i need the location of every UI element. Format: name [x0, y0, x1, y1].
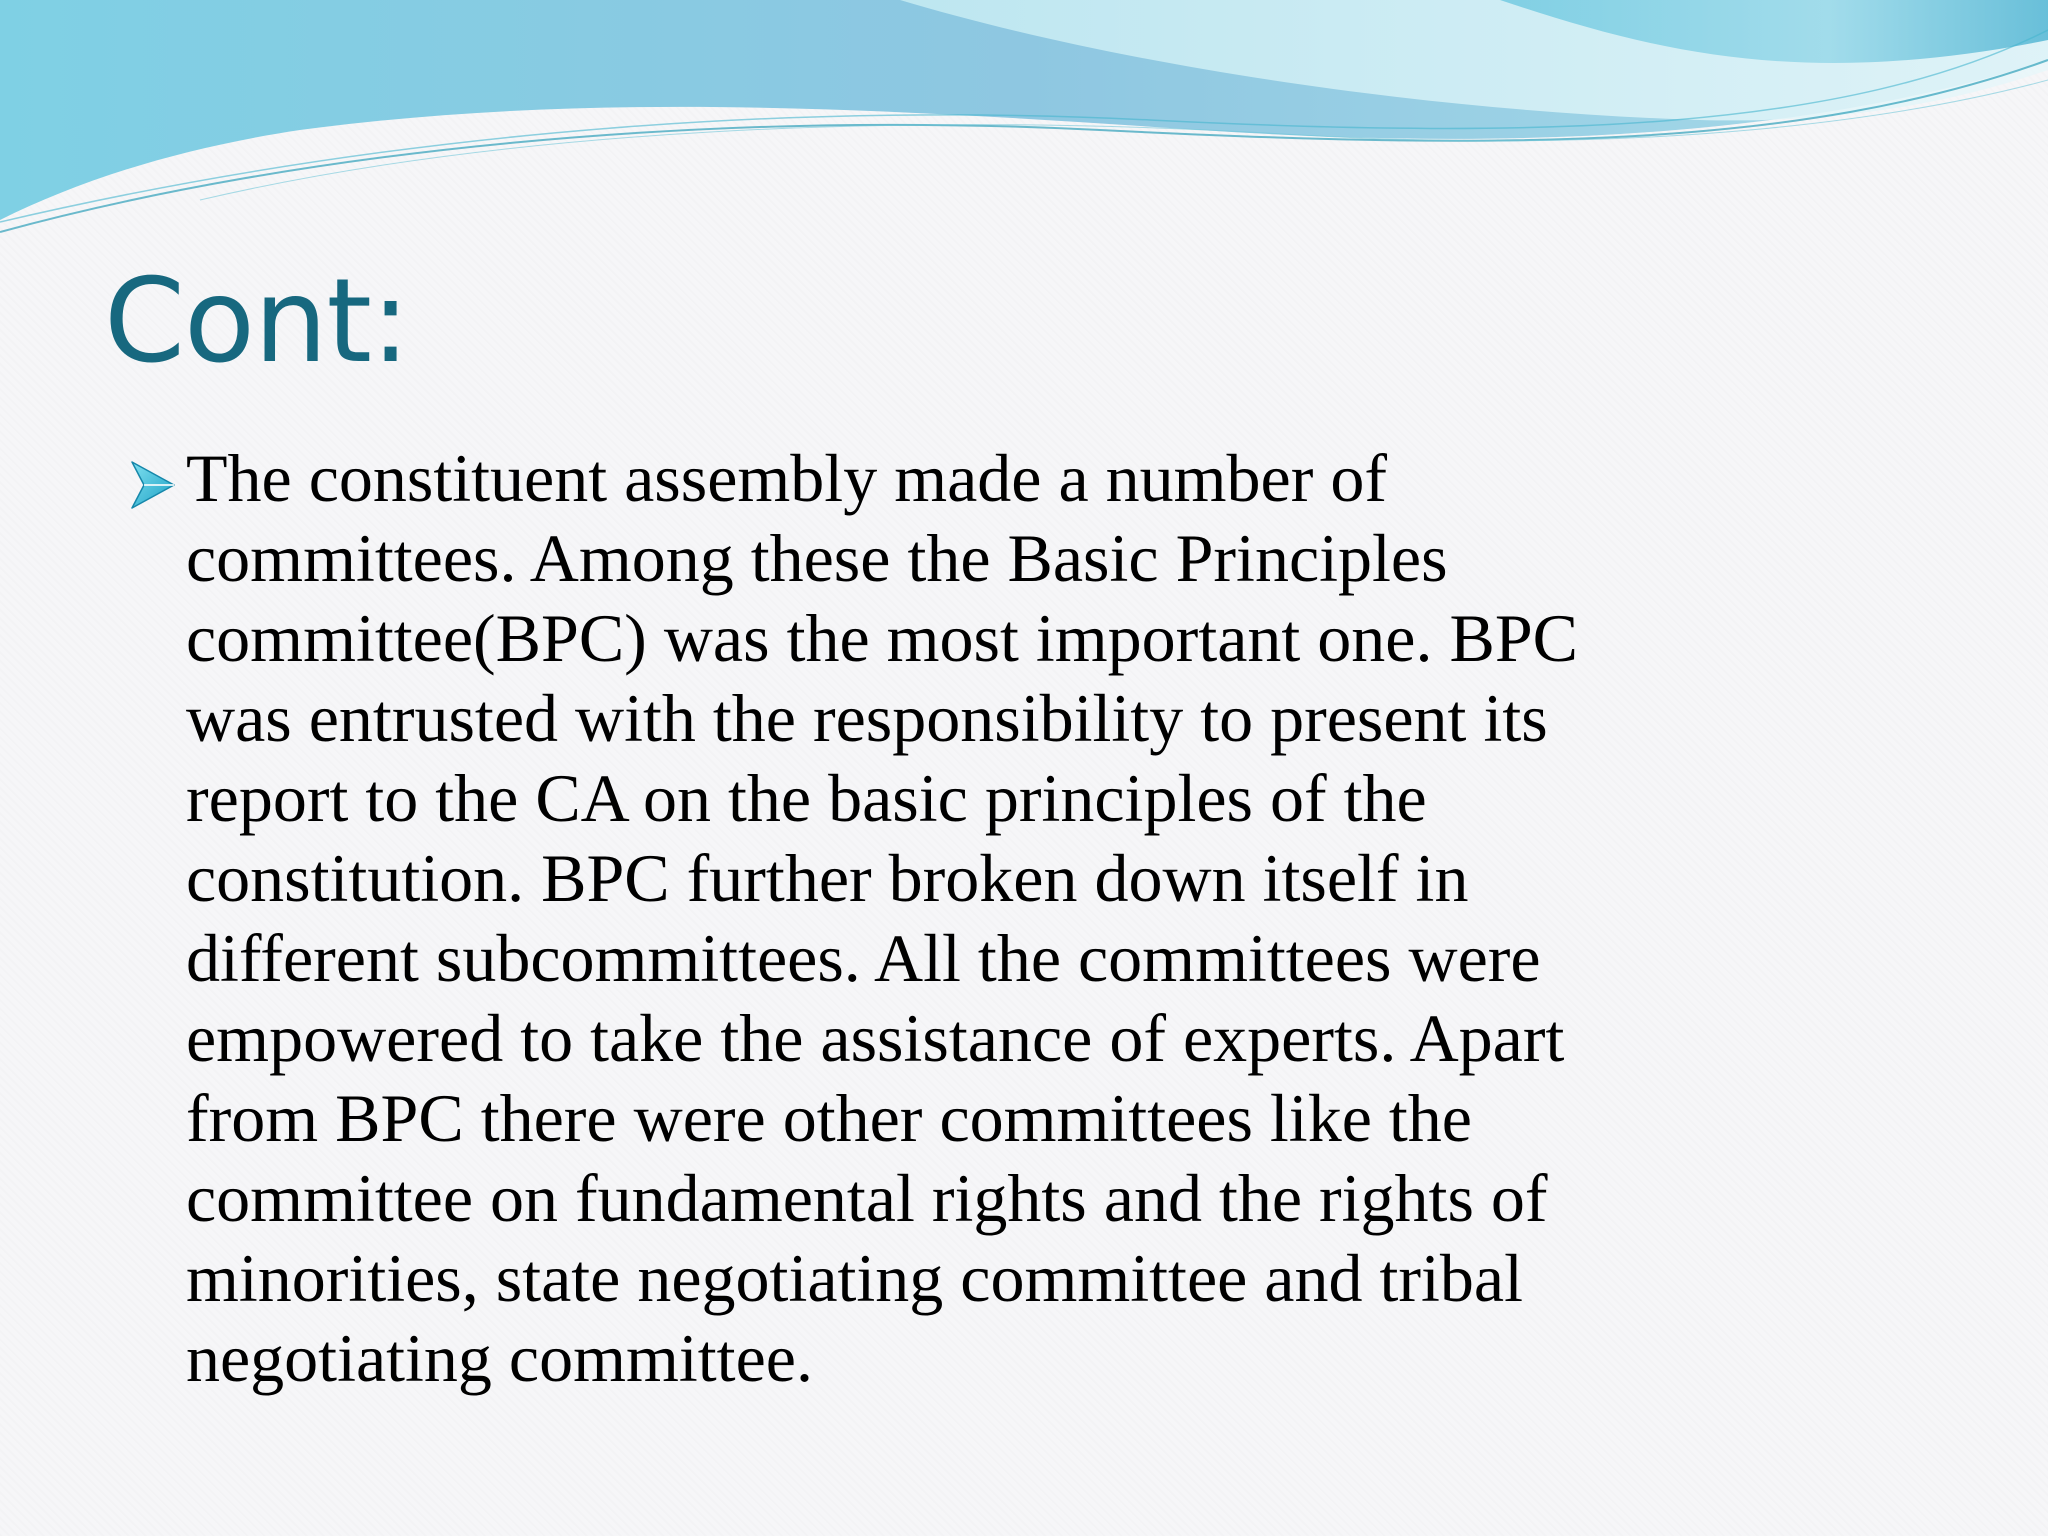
slide-body	[130, 438, 1850, 1398]
decorative-wave-header	[0, 0, 2048, 240]
bullet-text: The constituent assembly made a number of committees. Among these the Basic Principles committee(BPC) was the most important one. BPC was entrusted with the responsibility to present its report to the CA on the basic principles of the constitution. BPC further broken down itself in different subcommittees. All the committees were empowered to take the assistance of experts. Apart from BPC there were other committees like the committee on fundamental rights and the rights of minorities, state negotiating committee and tribal negotiating committee.	[186, 440, 1579, 1396]
slide-title: Cont:	[104, 254, 410, 389]
bullet-item	[130, 438, 1850, 1398]
arrowhead-bullet-icon	[130, 460, 176, 510]
